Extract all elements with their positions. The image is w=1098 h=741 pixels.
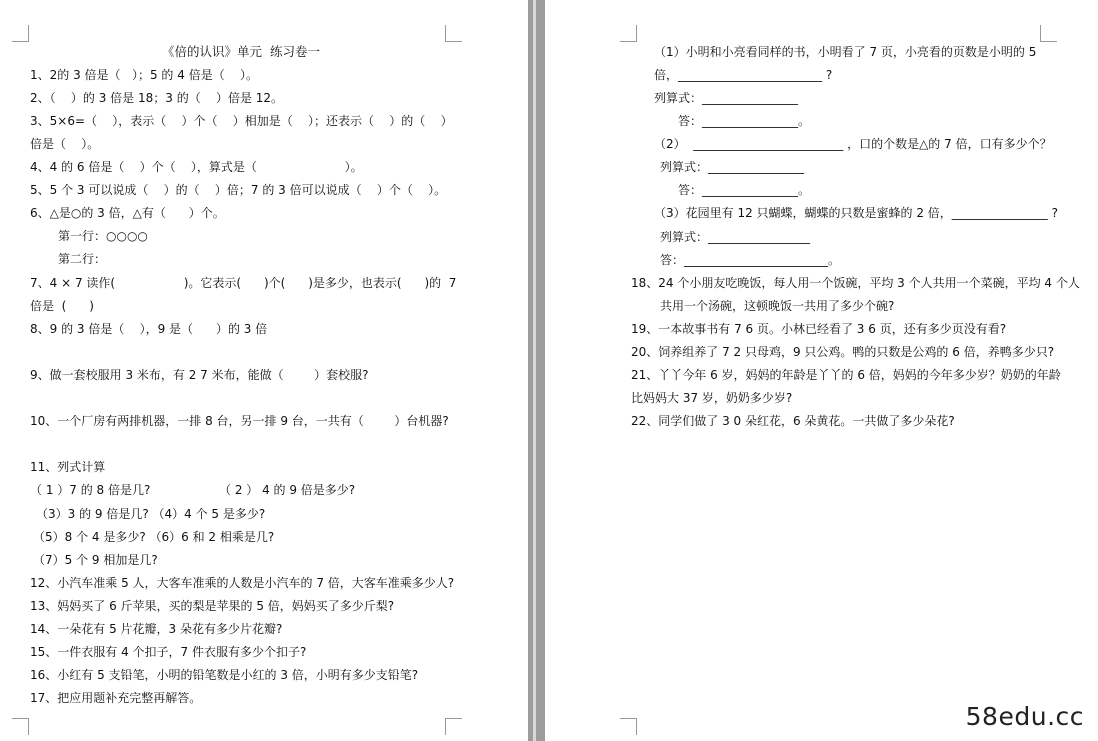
question-line: 倍，________________________ ? — [654, 68, 833, 82]
question-line: 14、一朵花有 5 片花瓣，3 朵花有多少片花瓣? — [30, 622, 283, 636]
corner-mark-bottom-left — [620, 718, 637, 735]
left-page — [0, 0, 528, 741]
question-line: 1、2的 3 倍是（ ）；5 的 4 倍是（ ）。 — [30, 68, 258, 82]
question-line: 第一行：○○○○ — [58, 229, 148, 243]
page-gutter — [528, 0, 545, 741]
question-line: 比妈妈大 37 岁，奶奶多少岁? — [631, 391, 793, 405]
question-line: 12、小汽车准乘 5 人，大客车准乘的人数是小汽车的 7 倍，大客车准乘多少人? — [30, 576, 455, 590]
question-line: 3、5×6=（ ），表示（ ）个（ ）相加是（ ）；还表示（ ）的（ ） — [30, 114, 453, 128]
question-line: 19、一本故事书有 7 6 页。小林已经看了 3 6 页，还有多少页没有看? — [631, 322, 1007, 336]
corner-mark-top-left — [12, 25, 29, 42]
corner-mark-bottom-left — [12, 718, 29, 735]
question-line: 倍是 ( ) — [30, 299, 94, 313]
question-line: 18、24 个小朋友吃晚饭，每人用一个饭碗，平均 3 个人共用一个菜碗，平均 4 个人 — [631, 276, 1080, 290]
question-line: 4、4 的 6 倍是（ ）个（ ），算式是（ ）。 — [30, 160, 363, 174]
question-line: 倍是（ ）。 — [30, 137, 100, 151]
question-line: 6、△是○的 3 倍，△有（ ）个。 — [30, 206, 225, 220]
question-line: 17、把应用题补充完整再解答。 — [30, 691, 202, 705]
question-line: （1）小明和小亮看同样的书，小明看了 7 页，小亮看的页数是小明的 5 — [654, 45, 1037, 59]
question-line: 列算式：_________________ — [660, 230, 811, 244]
question-line: 15、一件衣服有 4 个扣子，7 件衣服有多少个扣子? — [30, 645, 307, 659]
question-line: 13、妈妈买了 6 斤苹果，买的梨是苹果的 5 倍，妈妈买了多少斤梨? — [30, 599, 395, 613]
question-line: 答：________________。 — [678, 183, 811, 197]
page-title: 《倍的认识》单元 练习卷一 — [162, 44, 320, 59]
question-line: （7）5 个 9 相加是几? — [33, 553, 158, 567]
corner-mark-bottom-right — [445, 718, 462, 735]
question-line: （5）8 个 4 是多少? （6）6 和 2 相乘是几? — [33, 530, 275, 544]
question-line: 11、列式计算 — [30, 460, 106, 474]
question-line: 答：________________。 — [678, 114, 811, 128]
question-line: （ 1 ）7 的 8 倍是几? （ 2 ） 4 的 9 倍是多少? — [30, 483, 356, 497]
question-line: 2、（ ）的 3 倍是 18；3 的（ ）倍是 12。 — [30, 91, 284, 105]
question-line: 5、5 个 3 可以说成（ ）的（ ）倍；7 的 3 倍可以说成（ ）个（ ）。 — [30, 183, 447, 197]
question-line: 答：________________________。 — [660, 253, 841, 267]
question-line: 第二行： — [58, 252, 107, 266]
right-page — [545, 0, 1098, 741]
question-line: 列算式：________________ — [660, 160, 805, 174]
corner-mark-top-left — [620, 25, 637, 42]
corner-mark-top-right — [1040, 25, 1057, 42]
question-line: 共用一个汤碗，这顿晚饭一共用了多少个碗? — [660, 299, 895, 313]
question-line: 8、9 的 3 倍是（ ），9 是（ ）的 3 倍 — [30, 322, 268, 336]
question-line: （3）花园里有 12 只蝴蝶，蝴蝶的只数是蜜蜂的 2 倍，________________ ? — [654, 206, 1058, 220]
question-line: 21、丫丫今年 6 岁，妈妈的年龄是丫丫的 6 倍，妈妈的今年多少岁？奶奶的年龄 — [631, 368, 1061, 382]
question-line: 22、同学们做了 3 0 朵红花，6 朵黄花。一共做了多少朵花? — [631, 414, 955, 428]
page-gutter-line — [533, 0, 536, 741]
question-line: 20、饲养组养了 7 2 只母鸡，9 只公鸡。鸭的只数是公鸡的 6 倍，养鸭多少只? — [631, 345, 1055, 359]
corner-mark-top-right — [445, 25, 462, 42]
question-line: 10、一个厂房有两排机器，一排 8 台，另一排 9 台，一共有（ ）台机器? — [30, 414, 449, 428]
question-line: 7、4 × 7 读作( )。它表示( )个( )是多少，也表示( )的 7 — [30, 276, 457, 290]
question-line: （2） _________________________ ，口的个数是△的 7 倍，口有多少个？ — [654, 137, 1052, 151]
question-line: 列算式：________________ — [654, 91, 799, 105]
site-watermark: 58edu.cc — [965, 702, 1084, 731]
question-line: （3）3 的 9 倍是几? （4）4 个 5 是多少? — [36, 507, 266, 521]
question-line: 9、做一套校服用 3 米布，有 2 7 米布，能做（ ）套校服? — [30, 368, 369, 382]
question-line: 16、小红有 5 支铅笔，小明的铅笔数是小红的 3 倍，小明有多少支铅笔? — [30, 668, 419, 682]
